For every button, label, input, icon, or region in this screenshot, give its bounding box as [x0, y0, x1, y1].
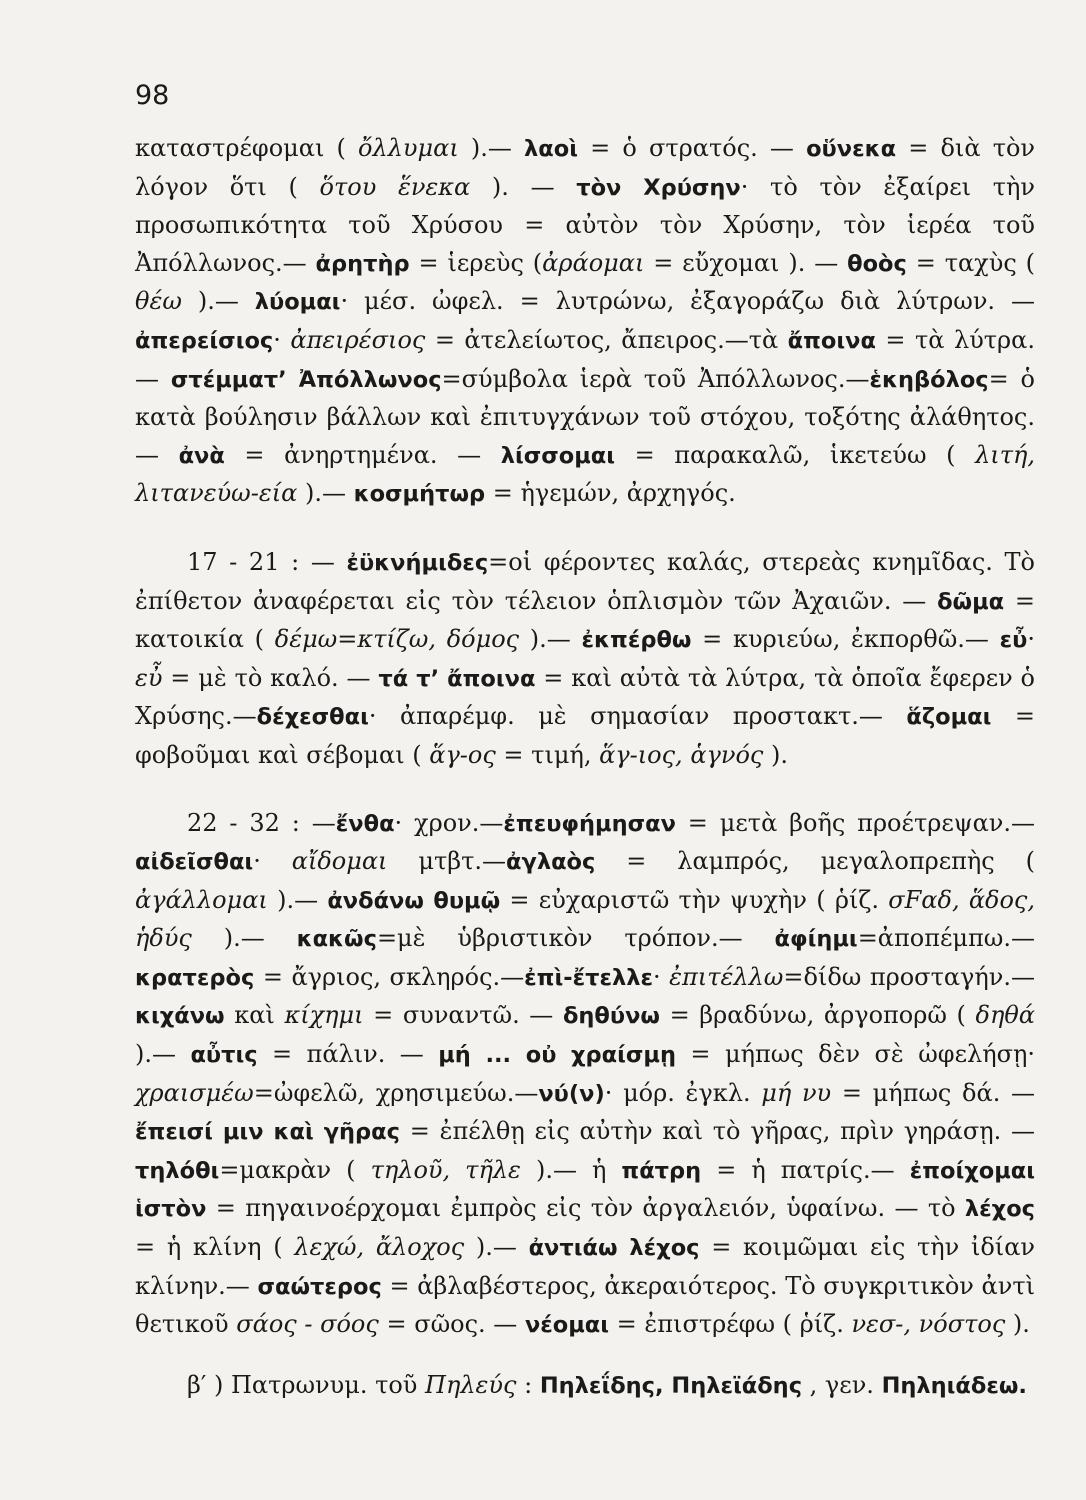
headword: ἀνδάνω θυμῷ: [327, 887, 501, 914]
body-text: = μὲ τὸ καλό. —: [162, 663, 379, 692]
paragraph-3: [135, 805, 1035, 1345]
headword: ἐϋκνήμιδες: [346, 549, 489, 576]
body-text: = ἀτελείωτος, ἄπειρος.—τὰ: [425, 325, 788, 354]
body-text: = εὔχομαι ). —: [644, 248, 848, 277]
body-text: = κατοικία (: [135, 586, 1035, 654]
body-text: β′ ) Πατρωνυμ. τοῦ: [187, 1370, 426, 1399]
body-text: καὶ: [224, 1001, 285, 1030]
body-text: · μόρ. ἐγκλ.: [604, 1078, 762, 1107]
body-text: μτβτ.—: [387, 847, 507, 876]
body-text: = ἡγεμών, ἀρχηγός.: [485, 479, 736, 508]
body-text: =μακρὰν (: [219, 1155, 371, 1184]
body-text: ).—: [464, 1233, 529, 1262]
headword: μή ... οὐ χραίσμῃ: [438, 1042, 676, 1069]
etymology-text: θέω: [135, 287, 182, 316]
main-text: [135, 130, 1035, 1405]
etymology-text: ὅτου ἕνεκα: [319, 172, 471, 201]
body-text: = μετὰ βοῆς προέτρεψαν.—: [675, 808, 1036, 837]
body-text: = τιμή,: [495, 740, 600, 769]
body-text: = ἡ πατρίς.—: [701, 1155, 910, 1184]
body-text: = πηγαινοέρχομαι ἐμπρὸς εἰς τὸν ἀργαλειόν, ὑφαίνω. — τὸ: [206, 1194, 965, 1223]
body-text: ).: [1005, 1310, 1030, 1339]
body-text: = μήπως δὲν σὲ ὠφελήσῃ·: [675, 1040, 1036, 1069]
headword: ἐκπέρθω: [581, 627, 692, 654]
headword: ἔνθα: [335, 810, 395, 837]
headword: κοσμήτωρ: [353, 481, 486, 508]
body-text: = ἱερεὺς (: [409, 248, 543, 277]
body-text: = ἐπέλθῃ εἰς αὐτὴν καὶ τὸ γῆρας, πρὶν γηράσῃ. —: [399, 1117, 1035, 1146]
headword: τά τ’ ἄποινα: [378, 665, 536, 692]
headword: ἀρητὴρ: [315, 250, 410, 277]
body-text: = ὁ στρατός. —: [577, 134, 807, 162]
etymology-text: λιτή, λιτανεύω-εία: [135, 440, 1035, 508]
headword: δέχεσθαι: [256, 704, 369, 731]
body-text: = ἀνηρτημένα. —: [224, 440, 501, 469]
headword: στέμματ’ Ἀπόλλωνος: [170, 366, 442, 393]
page-number: 98: [135, 80, 170, 111]
etymology-text: Πηλεύς: [425, 1370, 517, 1399]
etymology-text: ἅγ-ος: [429, 740, 496, 769]
body-text: ·: [1027, 625, 1035, 654]
body-text: ·: [253, 847, 292, 876]
body-text: = σῶος. —: [378, 1310, 525, 1339]
body-text: =μὲ ὑβριστικὸν τρόπον.—: [376, 924, 775, 953]
paragraph-2: [135, 544, 1035, 775]
body-text: :: [516, 1370, 540, 1399]
etymology-text: σάος - σόος: [236, 1310, 379, 1339]
headword: ἀφίημι: [774, 926, 858, 953]
body-text: 22 - 32 : —: [187, 808, 336, 837]
etymology-text: ἐπιτέλλω: [669, 962, 784, 991]
body-text: = βραδύνω, ἀργοπορῶ (: [659, 1001, 976, 1030]
headword: λύομαι: [254, 289, 341, 316]
body-text: =οἱ φέροντες καλάς, στερεὰς κνημῖδας. Τὸ ἐπίθετον ἀναφέρεται εἰς τὸν τέλειον ὁπλισμὸν τῶν Ἀχαιῶν. —: [135, 547, 1036, 615]
paragraph-4: [135, 1367, 1035, 1406]
etymology-text: χραισμέω: [135, 1078, 254, 1107]
headword: λέχος: [964, 1196, 1035, 1223]
body-text: = διὰ τὸν λόγον ὅτι (: [135, 134, 1036, 201]
headword: ἔπεισί μιν καὶ γῆρας: [135, 1119, 400, 1146]
body-text: =δίδω προσταγήν.—: [783, 962, 1035, 991]
body-text: = παρακαλῶ, ἱκετεύω (: [615, 440, 976, 469]
etymology-text: δηθά: [975, 1001, 1036, 1030]
headword: αὖτις: [190, 1042, 258, 1069]
headword: κρατερὸς: [135, 964, 255, 991]
body-text: = μήπως δά. —: [831, 1078, 1035, 1107]
etymology-text: ἅγ-ιος, ἁγνός: [599, 740, 764, 769]
body-text: ·: [653, 962, 670, 991]
etymology-text: ὄλλυμαι: [358, 134, 459, 162]
etymology-text: αἴδομαι: [291, 847, 388, 876]
headword: ἀπερείσιος: [135, 327, 274, 354]
body-text: 17 - 21 : —: [187, 547, 347, 576]
headword: δῶμα: [937, 588, 1005, 615]
body-text: =σύμβολα ἱερὰ τοῦ Ἀπόλλωνος.—: [441, 364, 870, 393]
headword: ἄποινα: [787, 327, 876, 354]
body-text: = ἀβλαβέστερος, ἀκεραιότερος. Τὸ συγκριτικὸν ἀντὶ θετικοῦ: [135, 1271, 1036, 1339]
etymology-text: νεσ-, νόστος: [851, 1310, 1006, 1339]
body-text: = τὰ λύτρα. —: [135, 325, 1036, 393]
etymology-text: ἀράομαι: [542, 248, 645, 277]
etymology-text: ἀπειρέσιος: [290, 325, 426, 354]
headword: πάτρη: [621, 1157, 702, 1184]
body-text: = πάλιν. —: [257, 1040, 439, 1069]
body-text: · τὸ τὸν ἐξαίρει τὴν προσωπικότητα τοῦ Χρύσου = αὐτὸν τὸν Χρύσην, τὸν ἱερέα τοῦ Ἀπόλλωνος.—: [135, 172, 1035, 277]
body-text: καταστρέφομαι (: [135, 134, 359, 162]
body-text: ).— ἡ: [520, 1155, 622, 1184]
body-text: · χρον.—: [394, 808, 504, 837]
body-text: = κυριεύω, ἐκπορθῶ.—: [691, 625, 1000, 654]
etymology-text: δέμω=κτίζω, δόμος: [274, 625, 520, 654]
body-text: = ταχὺς (: [906, 248, 1036, 277]
etymology-text: λεχώ, ἄλοχος: [294, 1233, 465, 1262]
body-text: ).—: [297, 479, 354, 508]
body-text: = ὁ κατὰ βούλησιν βάλλων καὶ ἐπιτυγχάνων τοῦ στόχου, τοξότης ἀλάθητος.—: [135, 364, 1035, 469]
paragraph-1: [135, 130, 1035, 514]
body-text: ).—: [519, 625, 582, 654]
body-text: = ἐπιστρέφω ( ῥίζ.: [609, 1310, 852, 1339]
headword: εὖ: [999, 627, 1028, 654]
body-text: = λαμπρός, μεγαλοπρεπὴς (: [595, 847, 1036, 876]
headword: αἰδεῖσθαι: [135, 849, 254, 876]
etymology-text: εὖ: [135, 663, 163, 692]
body-text: ).—: [191, 924, 297, 953]
body-text: = ἡ κλίνη (: [135, 1233, 295, 1262]
body-text: ).: [763, 740, 788, 769]
body-text: · ἀπαρέμφ. μὲ σημασίαν προστακτ.—: [368, 702, 907, 731]
body-text: =ἀποπέμπω.—: [857, 924, 1036, 953]
headword: ἀντιάω λέχος: [528, 1235, 700, 1262]
headword: ἑκηβόλος: [869, 366, 989, 393]
etymology-text: τηλοῦ, τῆλε: [370, 1155, 521, 1184]
etymology-text: ἀγάλλομαι: [135, 885, 268, 914]
body-text: = φοβοῦμαι καὶ σέβομαι (: [135, 702, 1035, 769]
headword: νέομαι: [524, 1312, 610, 1339]
body-text: ).—: [267, 885, 328, 914]
headword: ἐπευφήμησαν: [503, 810, 676, 837]
headword: ἐποίχομαι ἱστὸν: [135, 1157, 1035, 1223]
etymology-text: σFαδ, ἅδος, ἡδύς: [135, 885, 1035, 953]
headword: τὸν Χρύσην: [576, 174, 741, 201]
headword: οὕνεκα: [806, 136, 897, 162]
headword: Πηληιάδεω.: [881, 1372, 1027, 1399]
body-text: = συναντῶ. —: [363, 1001, 563, 1030]
body-text: · μέσ. ὠφελ. = λυτρώνω, ἐξαγοράζω διὰ λύτρων. —: [340, 287, 1035, 316]
body-text: ).—: [135, 1040, 191, 1069]
headword: κακῶς: [296, 926, 377, 953]
headword: ἀγλαὸς: [506, 849, 596, 876]
headword: δηθύνω: [562, 1003, 660, 1030]
body-text: = καὶ αὐτὰ τὰ λύτρα, τὰ ὁποῖα ἔφερεν ὁ Χρύσης.—: [135, 663, 1036, 731]
body-text: , γεν.: [802, 1370, 882, 1399]
headword: λαοὶ: [524, 136, 578, 162]
body-text: ).—: [458, 134, 525, 162]
body-text: = ἄγριος, σκληρός.—: [254, 962, 525, 991]
body-text: ). —: [470, 172, 577, 201]
etymology-text: κίχημι: [284, 1001, 364, 1030]
body-text: ).—: [181, 287, 255, 316]
headword: ἐπὶ-ἔτελλε: [524, 964, 653, 991]
headword: λίσσομαι: [500, 442, 616, 469]
headword: ἅζομαι: [906, 704, 992, 731]
headword: Πηλεΐδης, Πηλεϊάδης: [539, 1372, 803, 1399]
etymology-text: μή νυ: [761, 1078, 832, 1107]
body-text: ·: [273, 325, 291, 354]
headword: τηλόθι: [135, 1157, 220, 1184]
headword: θοὸς: [847, 250, 907, 277]
body-text: =ὠφελῶ, χρησιμεύω.—: [253, 1078, 539, 1107]
headword: νύ(ν): [538, 1080, 605, 1107]
headword: σαώτερος: [257, 1273, 382, 1300]
body-text: = κοιμῶμαι εἰς τὴν ἰδίαν κλίνην.—: [135, 1233, 1036, 1300]
headword: κιχάνω: [135, 1003, 225, 1030]
headword: ἀνὰ: [178, 442, 225, 469]
body-text: = εὐχαριστῶ τὴν ψυχὴν ( ῥίζ.: [500, 885, 889, 914]
